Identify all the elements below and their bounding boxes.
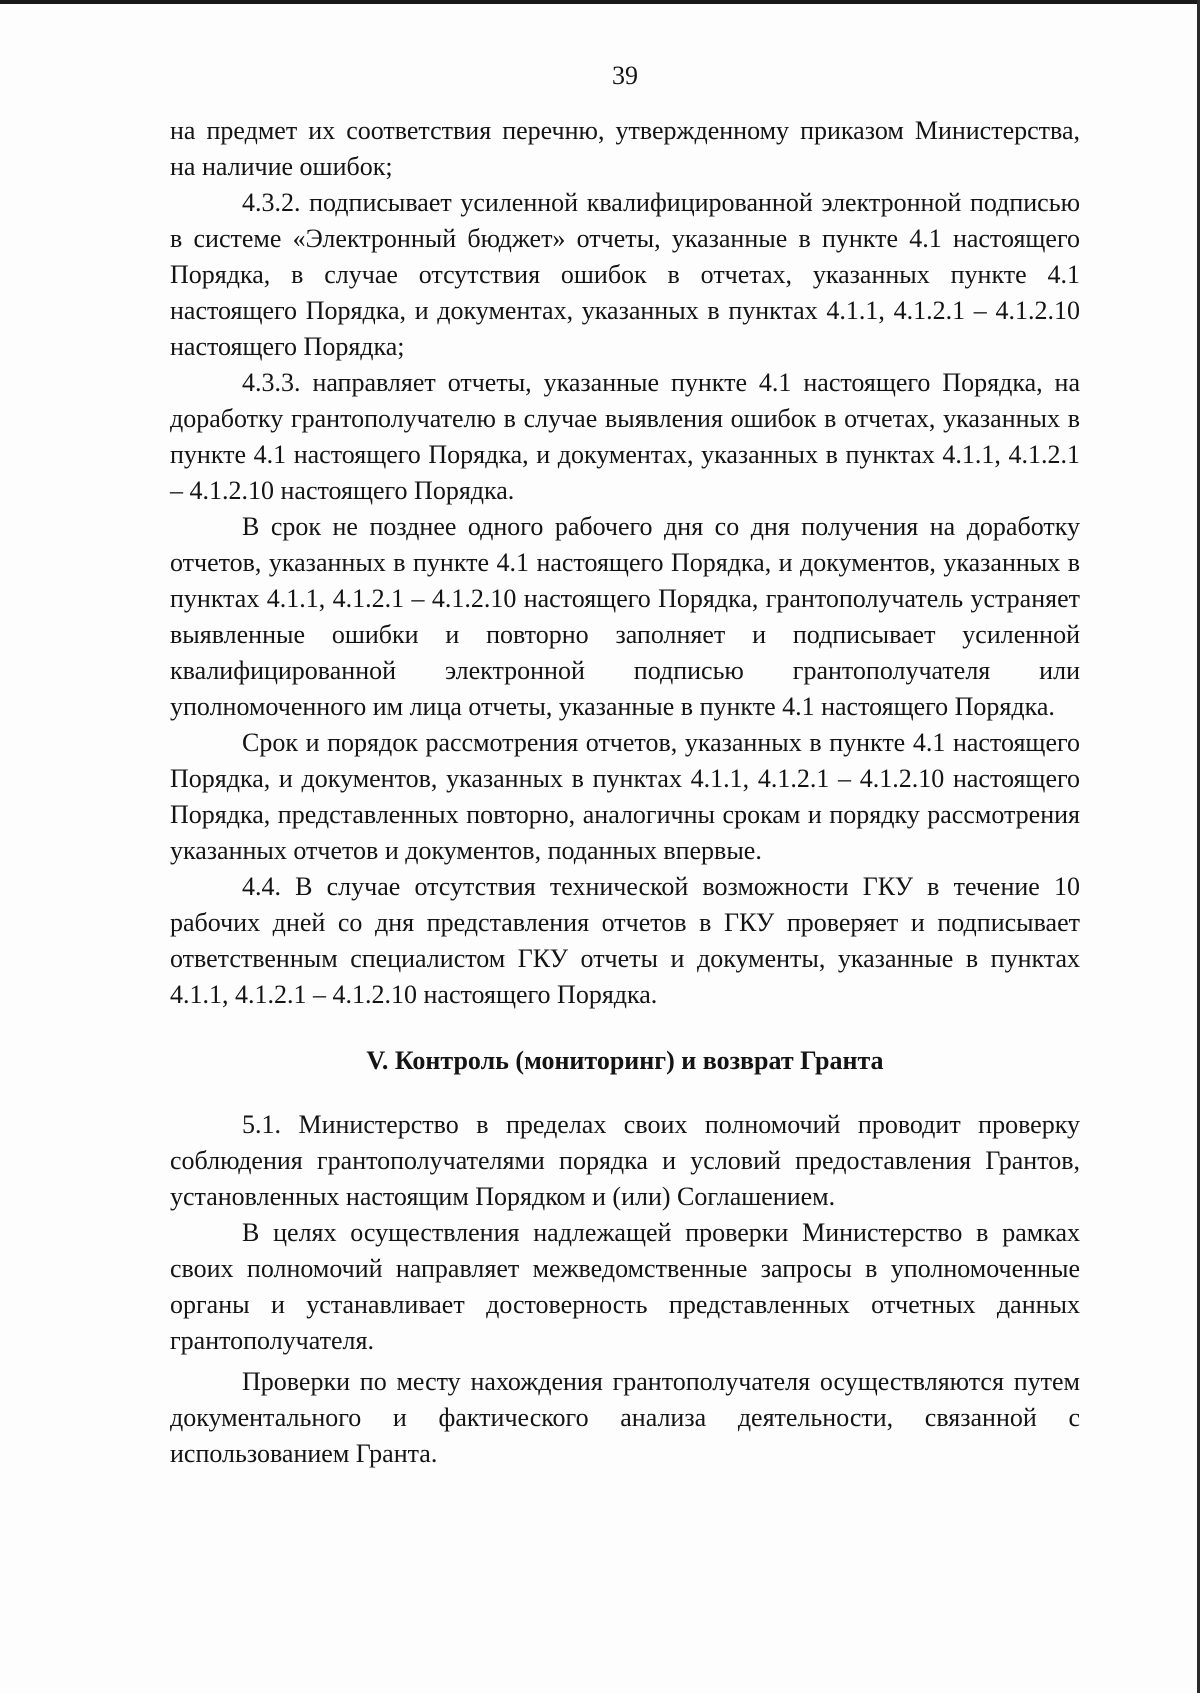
paragraph-continuation: на предмет их соответствия перечню, утвержденному приказом Министерства, на наличие ошибок;	[170, 116, 1080, 181]
paragraph-4-3-2: 4.3.2. подписывает усиленной квалифицированной электронной подписью в системе «Электронный бюджет» отчеты, указанные в пункте 4.1 настоящего Порядка, в случае отсутствия ошибок в отчетах, указанных пункте 4.1 настоящего Порядка, и документах, указанных в пунктах 4.1.1, 4.1.2.1 – 4.1.2.10 настоящего Порядка;	[170, 188, 1080, 361]
page-number: 39	[612, 61, 638, 90]
paragraph-interagency-requests: В целях осуществления надлежащей проверки Министерство в рамках своих полномочий направляет межведомственные запросы в уполномоченные органы и устанавливает достоверность представленных отчетных данных грантополучателя.	[170, 1218, 1080, 1355]
paragraph-4-3-3: 4.3.3. направляет отчеты, указанные пункте 4.1 настоящего Порядка, на доработку грантополучателю в случае выявления ошибок в отчетах, указанных в пункте 4.1 настоящего Порядка, и документах, указанных в пунктах 4.1.1, 4.1.2.1 – 4.1.2.10 настоящего Порядка.	[170, 368, 1080, 505]
document-body	[170, 58, 1080, 1472]
paragraph-onsite-checks: Проверки по месту нахождения грантополучателя осуществляются путем документального и фактического анализа деятельности, связанной с использованием Гранта.	[170, 1367, 1080, 1468]
paragraph-4-4: 4.4. В случае отсутствия технической возможности ГКУ в течение 10 рабочих дней со дня представления отчетов в ГКУ проверяет и подписывает ответственным специалистом ГКУ отчеты и документы, указанные в пунктах 4.1.1, 4.1.2.1 – 4.1.2.10 настоящего Порядка.	[170, 872, 1080, 1009]
paragraph-correction-deadline: В срок не позднее одного рабочего дня со дня получения на доработку отчетов, указанных в пункте 4.1 настоящего Порядка, и документов, указанных в пунктах 4.1.1, 4.1.2.1 – 4.1.2.10 настоящего Порядка, грантополучатель устраняет выявленные ошибки и повторно заполняет и подписывает усиленной квалифицированной электронной подписью грантополучателя или уполномоченного им лица отчеты, указанные в пункте 4.1 настоящего Порядка.	[170, 512, 1080, 721]
paragraph-5-1: 5.1. Министерство в пределах своих полномочий проводит проверку соблюдения грантополучателями порядка и условий предоставления Грантов, установленных настоящим Порядком и (или) Соглашением.	[170, 1110, 1080, 1211]
paragraph-review-terms: Срок и порядок рассмотрения отчетов, указанных в пункте 4.1 настоящего Порядка, и документов, указанных в пунктах 4.1.1, 4.1.2.1 – 4.1.2.10 настоящего Порядка, представленных повторно, аналогичны срокам и порядку рассмотрения указанных отчетов и документов, поданных впервые.	[170, 728, 1080, 865]
section-heading: V. Контроль (мониторинг) и возврат Гранта	[366, 1046, 884, 1075]
scan-edge-top	[0, 0, 1200, 4]
